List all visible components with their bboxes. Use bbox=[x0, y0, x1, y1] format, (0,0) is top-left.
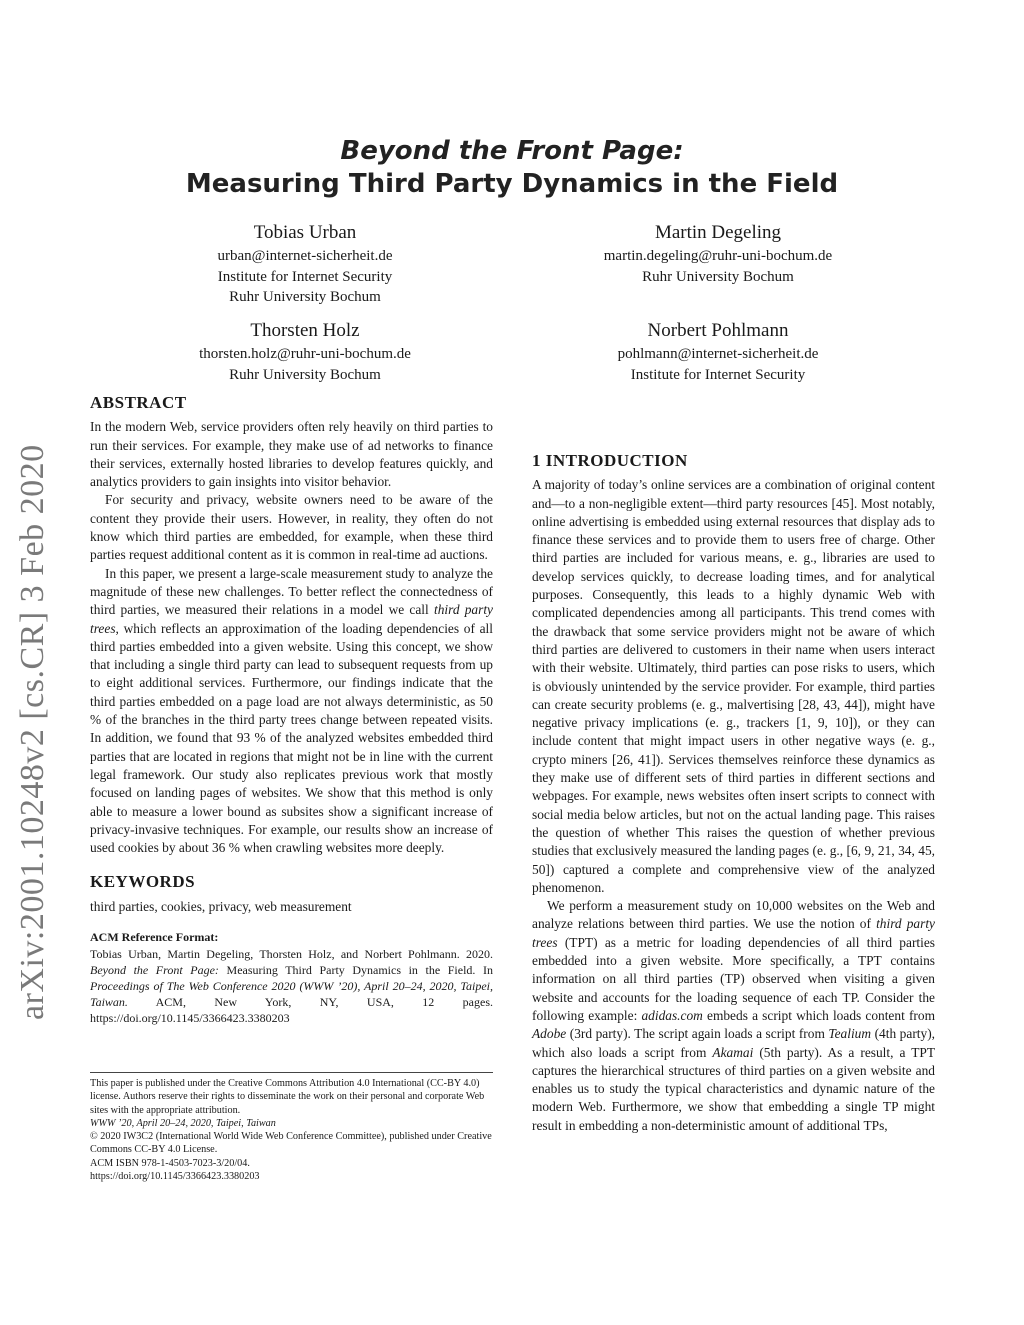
author-affiliation: Ruhr University Bochum bbox=[229, 366, 381, 383]
text-run: Tobias Urban, Martin Degeling, Thorsten Holz, and Norbert Pohlmann. 2020. bbox=[90, 947, 493, 962]
author-affiliation: Ruhr University Bochum bbox=[642, 268, 794, 285]
footnotes bbox=[90, 1077, 493, 1183]
author-affiliation: Institute for Internet Security bbox=[630, 366, 806, 383]
author-name: Martin Degeling bbox=[654, 222, 782, 243]
text-run: embeds a script which loads content from bbox=[702, 1007, 935, 1023]
emphasis-text: third party trees bbox=[532, 916, 935, 950]
emphasis-text: Adobe bbox=[532, 1026, 567, 1042]
conference-note: WWW ’20, April 20–24, 2020, Taipei, Taiwan bbox=[90, 1117, 276, 1129]
copyright-note: © 2020 IW3C2 (International World Wide Web Conference Committee), published under Creative Commons CC-BY 4.0 License. bbox=[90, 1131, 492, 1156]
text-run: (3rd party). The script again loads a script from bbox=[566, 1026, 829, 1042]
keywords-heading: KEYWORDS bbox=[90, 872, 196, 892]
author-email: martin.degeling@ruhr-uni-bochum.de bbox=[603, 248, 833, 264]
emphasis-text: Akamai bbox=[712, 1044, 754, 1060]
author-block bbox=[155, 318, 455, 385]
left-column bbox=[90, 394, 493, 1026]
author-affiliation: Ruhr University Bochum bbox=[229, 289, 381, 305]
abstract-heading: ABSTRACT bbox=[90, 393, 187, 412]
license-note: This paper is published under the Creative Commons Attribution 4.0 International (CC-BY 4.0) license. Authors reserve their rights to disseminate the work on their personal and corporate Web sites with the appropriate attribution. bbox=[90, 1078, 485, 1116]
author-email: thorsten.holz@ruhr-uni-bochum.de bbox=[199, 346, 411, 362]
author-email: pohlmann@internet-sicherheit.de bbox=[617, 346, 819, 362]
text-run: (5th party). As a result, a TPT captures the hierarchical structures of third parties on a given website and enables us to study the typical characteristics and dynamic nature of the modern Web. Furthermore, we show that embedding a single TP might result in embedding a non-deterministic amount of additional TPs, bbox=[532, 1044, 935, 1133]
author-name: Thorsten Holz bbox=[250, 320, 360, 341]
text-run: We perform a measurement study on 10,000 websites on the Web and analyze relations between third parties. We use the notion of bbox=[532, 898, 935, 932]
arxiv-identifier: arXiv:2001.10248v2 [cs.CR] 3 Feb 2020 bbox=[14, 444, 51, 1020]
author-name: Tobias Urban bbox=[253, 222, 357, 243]
emphasis-text: third party trees bbox=[90, 602, 493, 636]
isbn-note: ACM ISBN 978-1-4503-7023-3/20/04. bbox=[90, 1157, 250, 1169]
text-run: (4th party), which also loads a script from bbox=[532, 1026, 935, 1060]
acm-reference-text bbox=[90, 946, 493, 1026]
author-block bbox=[155, 220, 455, 308]
author-affiliation: Institute for Internet Security bbox=[217, 268, 393, 285]
author-block bbox=[568, 318, 868, 385]
emphasis-text: Beyond the Front Page: bbox=[90, 963, 219, 978]
introduction-heading: 1 INTRODUCTION bbox=[532, 451, 688, 470]
abstract-paragraph: For security and privacy, website owners need to be aware of the content they provide their users. However, in reality, they often do not know which third parties are embedded, for example, when these third parties request additional content as it is common in real-time ad auctions. bbox=[90, 492, 493, 563]
title-line-2: Measuring Third Party Dynamics in the Field bbox=[185, 169, 839, 199]
text-run: (TPT) as a metric for loading dependencies of all third parties embedded into a given website. More specifically, a TPT contains information on all third parties (TP) observed when visiting a given website and accounts for the loading sequence of each TP. Consider the following example: bbox=[532, 934, 935, 1023]
text-run: In this paper, we present a large-scale measurement study to analyze the magnitude of these new challenges. To better reflect the connectedness of third parties, we measured their relations in a model we call bbox=[90, 565, 493, 618]
keywords-text: third parties, cookies, privacy, web measurement bbox=[90, 898, 352, 914]
text-run: Measuring Third Party Dynamics in the Field. In bbox=[218, 963, 493, 978]
text-run: , which reflects an approximation of the loading dependencies of all third parties embedded into a given website. Using this concept, we show that including a single third party can lead to subsequent requests from up to eight additional services. Furthermore, our findings indicate that the third parties embedded on a page load are not always deterministic, as 50 % of the branches in the third party trees change between repeated visits. In addition, we found that 93 % of the analyzed websites embedded third parties that are located in regions that might not be in line with the current legal framework. Our study also replicates previous work that mostly focused on landing pages of websites. We show that this method is only able to measure a lower bound as subsites show a significant increase of privacy-invasive techniques. For example, our results show an increase of used cookies by about 36 % when crawling websites more deeply. bbox=[90, 620, 493, 856]
author-email: urban@internet-sicherheit.de bbox=[217, 248, 393, 264]
emphasis-text: adidas.com bbox=[641, 1007, 703, 1023]
emphasis-text: Tealium bbox=[828, 1026, 872, 1042]
right-column bbox=[532, 452, 935, 1135]
acm-reference-heading: ACM Reference Format: bbox=[90, 930, 219, 945]
intro-paragraph: A majority of today’s online services are a combination of original content and—to a non-negligible extent—third party resources [45]. Most notably, online advertising is embedded using external resources that display ads to finance these services and to provide them to users free of charge. Other third parties are included for various means, e. g., libraries are used to develop services quickly, to decrease loading times, and for analytical purposes. Consequently, this leads to a highly dynamic Web with complicated dependencies among all participants. This trend comes with the drawback that some service providers might not be aware of which third parties are delivered to customers in their name when users interact with their website. Ultimately, third parties can pose risks to users, which is obviously unintended by the service provider. For example, third parties can create security problems (e. g., malvertising [28, 43, 44]), might have negative privacy implications (e. g., trackers [1, 9, 10]), or they can include content that might impact users in other negative ways (e. g., crypto miners [26, 41]). Services themselves reinforce these dynamics as they make use of different sets of third parties in different sections and webpages. For example, news websites often insert scripts to connect with social media below articles, but not on the actual landing page. This raises the question of whether This raises the question of whether previous studies that exclusively measured the landing pages (e. g., [6, 9, 21, 34, 45, 50]) captured a complete and comprehensive view of the analyzed phenomenon. bbox=[532, 477, 935, 895]
emphasis-text: Proceedings of The Web Conference 2020 (WWW ’20), April 20–24, 2020, Taipei, Taiwan. bbox=[90, 979, 493, 1010]
intro-paragraph bbox=[532, 897, 935, 1135]
title-line-1: Beyond the Front Page: bbox=[340, 136, 684, 166]
text-run: ACM, New York, NY, USA, 12 pages. https://doi.org/10.1145/3366423.3380203 bbox=[90, 995, 493, 1026]
footnote-divider bbox=[90, 1072, 493, 1073]
abstract-paragraph: In the modern Web, service providers often rely heavily on third parties to run their services. For example, they make use of ad networks to finance their services, externally hosted libraries to develop features quickly, and analytics providers to gain insights into visitor behavior. bbox=[90, 419, 493, 490]
doi-link[interactable]: https://doi.org/10.1145/3366423.3380203 bbox=[90, 1171, 260, 1183]
abstract-paragraph bbox=[90, 565, 493, 858]
paper-title bbox=[0, 135, 1024, 201]
author-block bbox=[568, 220, 868, 287]
author-name: Norbert Pohlmann bbox=[647, 320, 789, 341]
